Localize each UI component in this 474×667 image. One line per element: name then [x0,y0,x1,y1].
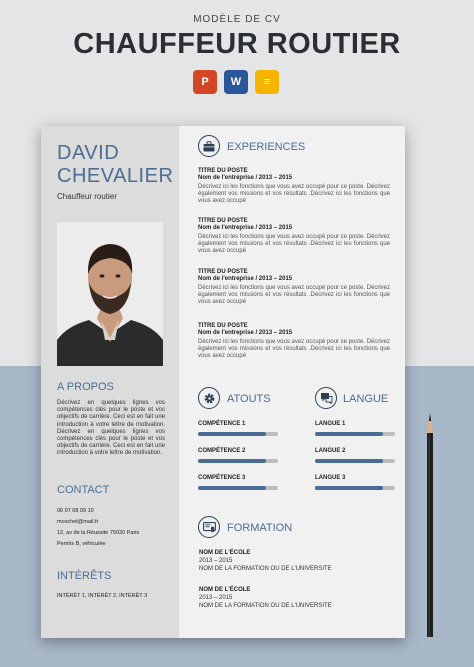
experience-desc: Décrivez ici les fonctions que vous avez occupé pour ce poste. Décrivez également vos missions et vos résultats .Décrivez ici les fonctions que vous avez occupé [198,339,390,360]
contact-license: Permis B, véhiculée [57,541,106,547]
experience-title: TITRE DU POSTE [198,168,248,174]
experience-item [198,168,390,206]
gear-icon [198,387,220,409]
about-text: Décrivez en quelques lignes vos compétences clés pour le poste et vos objectifs de carrière. Ceci est en fait une introduction à votre lettre de motivation. Décrivez en quelques lignes vos compétences clés pour le poste et vos objectifs de carrière. Ceci est en fait une introduction à votre lettre de motivation. [57,400,165,457]
strength-bar-fill [198,459,266,463]
language-bar [315,486,395,490]
language-bar-fill [315,486,383,490]
education-degree: NOM DE LA FORMATION OU DE L'UNIVERSITE [199,566,332,572]
education-years: 2013 – 2015 [199,595,233,601]
language-label: LANGUE 1 [315,421,346,427]
language-bar [315,459,395,463]
briefcase-icon [198,135,220,157]
app-icons [193,70,279,94]
strength-bar-fill [198,432,266,436]
strength-bar-fill [198,486,266,490]
contact-email: mcochet@mail.fr [57,519,99,525]
powerpoint-icon-glyph: P [201,76,209,88]
education-item [199,549,332,573]
cv-document [41,126,405,638]
experiences-heading: EXPERIENCES [227,141,306,153]
education-heading: FORMATION [227,522,293,534]
experience-desc: Décrivez ici les fonctions que vous avez occupé pour ce poste. Décrivez également vos missions et vos résultats .Décrivez ici les fonctions que vous avez occupé [198,285,390,306]
education-school: NOM DE L'ÉCOLE [199,587,251,593]
strengths-heading: ATOUTS [227,393,271,405]
cv-right-column [179,126,405,638]
template-subtitle: MODÈLE DE CV [193,14,281,25]
experience-title: TITRE DU POSTE [198,323,248,329]
strength-label: COMPÉTENCE 1 [198,421,246,427]
experience-desc: Décrivez ici les fonctions que vous avez occupé pour ce poste. Décrivez également vos missions et vos résultats .Décrivez ici les fonctions que vous avez occupé [198,184,390,205]
contact-heading: CONTACT [57,484,110,496]
google-docs-icon[interactable] [255,70,279,94]
word-icon[interactable] [224,70,248,94]
experience-title: TITRE DU POSTE [198,218,248,224]
strength-bar [198,459,278,463]
last-name: CHEVALIER [57,165,174,187]
language-icon [315,387,337,409]
google-docs-icon-glyph: ≡ [263,76,271,88]
strength-label: COMPÉTENCE 3 [198,475,246,481]
language-bar-fill [315,432,383,436]
cv-left-column [41,126,179,638]
about-heading: A PROPOS [57,381,114,393]
profile-photo [57,222,163,366]
experience-title: TITRE DU POSTE [198,269,248,275]
experience-item [198,323,390,361]
language-bar [315,432,395,436]
experience-org: Nom de l'entreprise / 2013 – 2015 [198,276,293,282]
language-label: LANGUE 2 [315,448,346,454]
job-title: Chauffeur routier [57,192,117,201]
strength-bar [198,486,278,490]
strength-bar [198,432,278,436]
experience-desc: Décrivez ici les fonctions que vous avez occupé pour ce poste. Décrivez également vos missions et vos résultats .Décrivez ici les fonctions que vous avez occupé [198,234,390,255]
interests-heading: INTÉRÊTS [57,570,112,582]
powerpoint-icon[interactable] [193,70,217,94]
diploma-icon [198,516,220,538]
template-title: CHAUFFEUR ROUTIER [73,28,401,60]
language-bar-fill [315,459,383,463]
education-item [199,586,332,610]
contact-address: 12, av de la Réussite 75020 Paris [57,530,140,536]
education-degree: NOM DE LA FORMATION OU DE L'UNIVERSITE [199,603,332,609]
first-name: DAVID [57,142,120,164]
education-years: 2013 – 2015 [199,558,233,564]
education-school: NOM DE L'ÉCOLE [199,550,251,556]
languages-heading: LANGUE [343,393,389,405]
interests-text: INTÉRÊT 1, INTÉRÊT 2, INTÉRÊT 3 [57,593,148,599]
contact-phone: 06 07 08 09 10 [57,508,94,514]
experience-org: Nom de l'entreprise / 2013 – 2015 [198,225,293,231]
experience-item [198,269,390,307]
experience-org: Nom de l'entreprise / 2013 – 2015 [198,330,293,336]
word-icon-glyph: W [230,76,242,88]
experience-org: Nom de l'entreprise / 2013 – 2015 [198,175,293,181]
full-name [57,142,173,188]
language-label: LANGUE 3 [315,475,346,481]
pencil-decoration [425,413,435,637]
strength-label: COMPÉTENCE 2 [198,448,246,454]
experience-item [198,218,390,256]
